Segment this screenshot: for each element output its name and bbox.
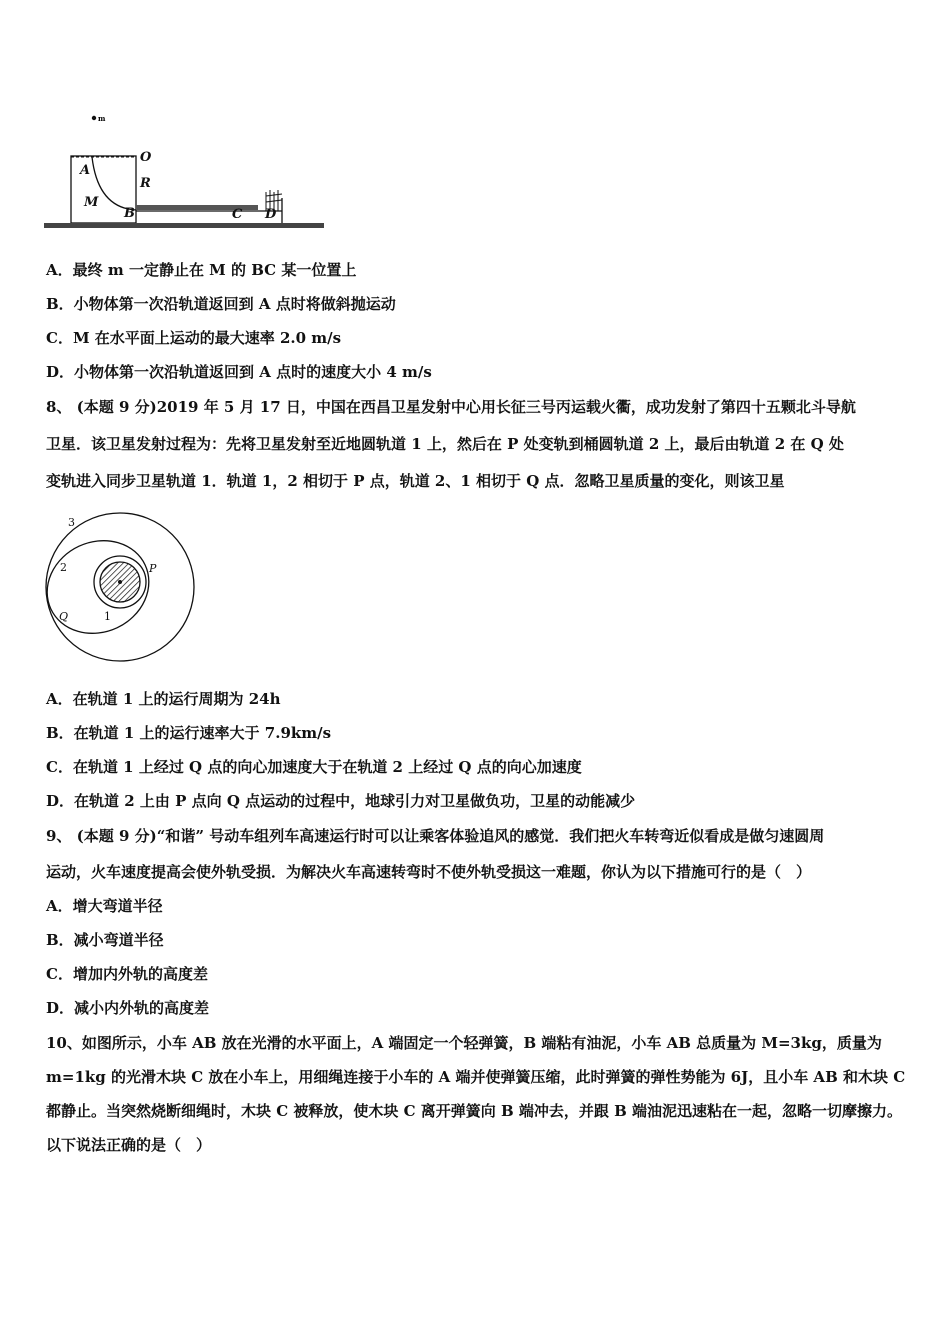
q7-option-a: A．最终 m 一定静止在 M 的 BC 某一位置上 [46, 261, 357, 279]
q10-stem: 10、如图所示，小车 AB 放在光滑的水平面上，A 端固定一个轻弹簧，B 端粘有油泥，小车 AB 总质量为 M=3kg，质量为 m=1kg 的光滑木块 C 放在小车上，用细绳连接于小车的 A 端并使弹簧压缩，此时弹簧的弹性势能为 6J，且小车 AB 和木块 C 都静止。当突然烧断细绳时，木块 C 被释放，使木块 C 离开弹簧向 B 端冲去，并跟 B 端油泥迅速粘在一起，忽略一切摩擦力。以下说法正确的是（ ） [46, 1034, 906, 1154]
q8-option-b: B．在轨道 1 上的运行速率大于 7.9km/s [46, 724, 332, 742]
label-C: C [232, 207, 243, 222]
q9-stem-line2: 运动，火车速度提高会使外轨受损．为解决火车高速转弯时不使外轨受损这一难题，你认为以下措施可行的是（ ） [46, 863, 812, 881]
label-m: m [98, 114, 106, 123]
label-M: M [84, 195, 99, 210]
curved-track [92, 157, 136, 210]
q8-stem-line1: 8、 (本题 9 分)2019 年 5 月 17 日，中国在西昌卫星发射中心用长征三号丙运载火衢，成功发射了第四十五颗北斗导航 [46, 398, 856, 416]
label-orbit-3: 3 [68, 516, 75, 529]
label-Q: Q [59, 610, 69, 623]
q9-stem-line1: 9、 (本题 9 分)“和谐” 号动车组列车高速运行时可以让乘客体验追风的感觉．我们把火车转弯近似看成是做匀速圆周 [46, 827, 825, 845]
q7-option-d: D．小物体第一次沿轨道返回到 A 点时的速度大小 4 m/s [46, 363, 432, 381]
small-mass-m [92, 114, 106, 123]
q7-option-c: C．M 在水平面上运动的最大速率 2.0 m/s [46, 329, 342, 347]
label-orbit-1: 1 [104, 610, 111, 623]
label-orbit-2: 2 [60, 561, 67, 574]
label-P: P [149, 562, 157, 575]
q9-option-d: D．减小内外轨的高度差 [46, 999, 210, 1017]
label-D: D [265, 207, 277, 222]
q9-option-c: C．增加内外轨的高度差 [46, 965, 208, 983]
ground [44, 223, 324, 228]
q9-option-a: A．增大弯道半径 [46, 897, 163, 915]
q8-option-a: A．在轨道 1 上的运行周期为 24h [46, 690, 281, 708]
q8-option-d: D．在轨道 2 上由 P 点向 Q 点运动的过程中，地球引力对卫星做负功，卫星的动能减少 [46, 792, 636, 810]
label-B: B [124, 206, 135, 221]
label-A: A [80, 163, 91, 178]
q8-option-c: C．在轨道 1 上经过 Q 点的向心加速度大于在轨道 2 上经过 Q 点的向心加速度 [46, 758, 582, 776]
orbit-figure [40, 510, 200, 665]
track-block-figure [44, 108, 334, 238]
q9-option-b: B．减小弯道半径 [46, 931, 164, 949]
label-R: R [140, 176, 151, 191]
q8-stem-line2: 卫星．该卫星发射过程为：先将卫星发射至近地圆轨道 1 上，然后在 P 处变轨到桶圆轨道 2 上，最后由轨道 2 在 Q 处 [46, 435, 844, 453]
label-O: O [140, 150, 152, 165]
q8-stem-line3: 变轨进入同步卫星轨道 1．轨道 1，2 相切于 P 点，轨道 2、1 相切于 Q 点．忽略卫星质量的变化，则该卫星 [46, 472, 785, 490]
earth-center [118, 580, 122, 584]
q7-option-b: B．小物体第一次沿轨道返回到 A 点时将做斜抛运动 [46, 295, 396, 313]
